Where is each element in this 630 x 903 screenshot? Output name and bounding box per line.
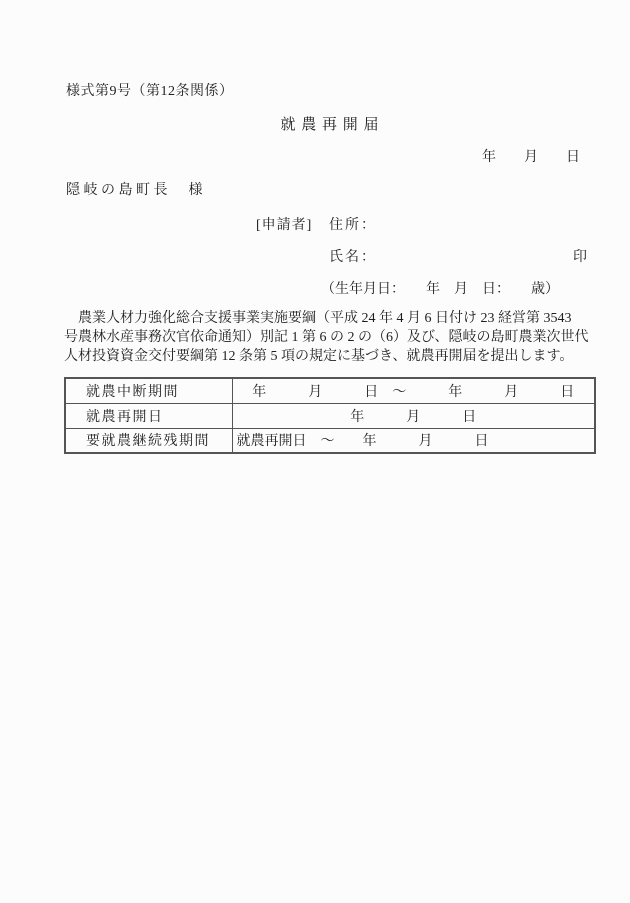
row-label-resumption-date: 就農再開日	[65, 403, 232, 428]
addressee-line: 隠岐の島町長 様	[66, 183, 206, 198]
row-label-interruption-period: 就農中断期間	[65, 378, 232, 403]
table-row-interruption-period	[65, 378, 595, 403]
body-paragraph	[64, 309, 598, 366]
body-line-1: 農業人材力強化総合支援事業実施要綱（平成 24 年 4 月 6 日付け 23 経営第 3543	[64, 311, 572, 326]
submission-date-line: 年 月 日	[482, 150, 580, 165]
birthdate-line: （生年月日： 年 月 日： 歳）	[321, 282, 559, 297]
farming-period-table	[64, 377, 596, 454]
body-line-2: 号農林水産事務次官依命通知）別記 1 第 6 の 2 の（6）及び、隠岐の島町農業次世代	[64, 330, 589, 345]
table-row-remaining-period	[65, 428, 595, 453]
row-label-remaining-period: 要就農継続残期間	[65, 428, 232, 453]
seal-mark: 印	[573, 250, 587, 265]
table-row-resumption-date	[65, 403, 595, 428]
applicant-label: [申請者]	[256, 218, 313, 233]
row-value-interruption-period: 年 月 日 ～ 年 月 日	[232, 378, 595, 403]
name-field-label: 氏名：	[329, 250, 377, 265]
row-value-resumption-date: 年 月 日	[232, 403, 595, 428]
form-number: 様式第9号（第12条関係）	[66, 84, 234, 99]
document-title: 就 農 再 開 届	[280, 117, 380, 133]
address-field-label: 住所：	[329, 218, 377, 233]
row-value-remaining-period: 就農再開日 ～ 年 月 日	[232, 428, 595, 453]
body-line-3: 人材投資資金交付要綱第 12 条第 5 項の規定に基づき、就農再開届を提出します。	[64, 349, 574, 364]
